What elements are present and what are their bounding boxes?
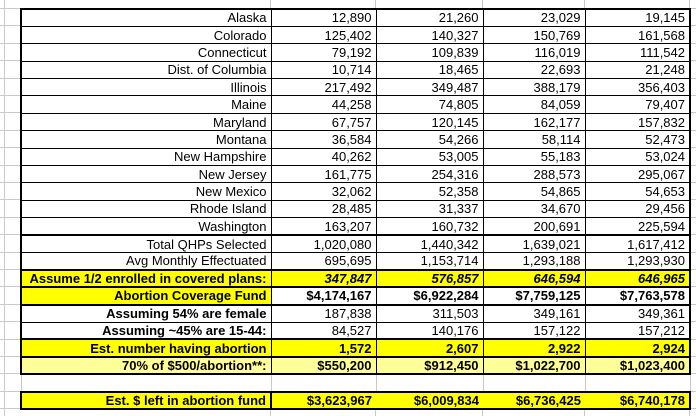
gridline xyxy=(0,304,20,305)
gridline xyxy=(375,409,376,416)
value-cell[interactable]: 200,691 xyxy=(483,218,585,235)
gridline xyxy=(0,321,20,322)
table-row-est-abortions xyxy=(21,339,690,356)
row-label-cell[interactable]: Assume 1/2 enrolled in covered plans: xyxy=(21,270,271,287)
row-label-cell[interactable]: Assuming 54% are female xyxy=(21,305,271,322)
value-cell[interactable]: 356,403 xyxy=(585,79,690,96)
value-cell[interactable]: 150,769 xyxy=(483,26,585,43)
value-cell[interactable]: 646,594 xyxy=(483,270,585,287)
value-cell[interactable]: 58,114 xyxy=(483,131,585,148)
value-cell[interactable]: 21,260 xyxy=(376,9,483,26)
gridline xyxy=(0,147,20,148)
value-cell[interactable]: 2,607 xyxy=(376,339,483,356)
table-row-illinois xyxy=(21,79,690,96)
table-row-washington xyxy=(21,218,690,235)
value-cell[interactable]: 74,805 xyxy=(376,96,483,113)
value-cell[interactable]: 157,832 xyxy=(585,113,690,130)
row-label-cell[interactable]: Alaska xyxy=(21,9,271,26)
value-cell[interactable]: 29,456 xyxy=(585,200,690,217)
gridline xyxy=(0,25,20,26)
value-cell[interactable]: 55,183 xyxy=(483,148,585,165)
value-cell[interactable]: 2,924 xyxy=(585,339,690,356)
value-cell[interactable]: 288,573 xyxy=(483,166,585,183)
value-cell[interactable]: 111,542 xyxy=(585,44,690,61)
table-row-new-jersey xyxy=(21,166,690,183)
table-row-total xyxy=(21,235,690,252)
table-row-blank xyxy=(21,374,690,391)
value-cell[interactable]: 157,212 xyxy=(585,322,690,339)
value-cell[interactable]: 157,122 xyxy=(483,322,585,339)
row-label-cell[interactable] xyxy=(21,374,271,391)
gridline xyxy=(0,95,20,96)
value-cell[interactable]: $7,763,578 xyxy=(585,287,690,304)
value-cell[interactable]: 254,316 xyxy=(376,166,483,183)
value-cell[interactable]: 18,465 xyxy=(376,61,483,78)
value-cell[interactable]: 1,617,412 xyxy=(585,235,690,252)
value-cell[interactable]: 388,179 xyxy=(483,79,585,96)
value-cell[interactable]: $1,022,700 xyxy=(483,357,585,374)
value-cell[interactable]: $550,200 xyxy=(271,357,376,374)
value-cell[interactable]: 53,024 xyxy=(585,148,690,165)
table-row-fund-remaining xyxy=(21,392,690,409)
value-cell[interactable]: 162,177 xyxy=(483,113,585,130)
row-label-cell[interactable]: Maine xyxy=(21,96,271,113)
value-cell[interactable]: $7,759,125 xyxy=(483,287,585,304)
value-cell[interactable]: 217,492 xyxy=(271,79,376,96)
value-cell[interactable]: 116,019 xyxy=(483,44,585,61)
value-cell[interactable]: 32,062 xyxy=(271,183,376,200)
table-row-montana xyxy=(21,131,690,148)
value-cell[interactable]: 1,293,930 xyxy=(585,252,690,269)
value-cell[interactable]: 52,358 xyxy=(376,183,483,200)
table-row-assumption xyxy=(21,322,690,339)
table-row-rhode-island xyxy=(21,200,690,217)
row-label-cell[interactable]: Est. number having abortion xyxy=(21,339,271,356)
spreadsheet-table xyxy=(20,8,691,410)
value-cell[interactable]: 161,568 xyxy=(585,26,690,43)
gridline xyxy=(0,356,20,357)
row-label-cell[interactable]: Avg Monthly Effectuated xyxy=(21,252,271,269)
row-label-cell[interactable]: Connecticut xyxy=(21,44,271,61)
row-label-cell[interactable]: Abortion Coverage Fund xyxy=(21,287,271,304)
value-cell[interactable]: 347,847 xyxy=(271,270,376,287)
value-cell[interactable]: 54,266 xyxy=(376,131,483,148)
gridline xyxy=(0,165,20,166)
value-cell[interactable]: 67,757 xyxy=(271,113,376,130)
gridline xyxy=(0,252,20,253)
gridline xyxy=(482,409,483,416)
value-cell[interactable]: 44,258 xyxy=(271,96,376,113)
value-cell[interactable]: 53,005 xyxy=(376,148,483,165)
value-cell[interactable]: 109,839 xyxy=(376,44,483,61)
value-cell[interactable]: 2,922 xyxy=(483,339,585,356)
value-cell[interactable] xyxy=(376,374,483,391)
row-label-cell[interactable]: Rhode Island xyxy=(21,200,271,217)
value-cell[interactable]: 1,572 xyxy=(271,339,376,356)
value-cell[interactable]: 52,473 xyxy=(585,131,690,148)
value-cell[interactable]: $4,174,167 xyxy=(271,287,376,304)
table-row-abortion-cost xyxy=(21,357,690,374)
value-cell[interactable] xyxy=(271,374,376,391)
row-label-cell[interactable]: Assuming ~45% are 15-44: xyxy=(21,322,271,339)
value-cell[interactable]: 54,865 xyxy=(483,183,585,200)
gridline xyxy=(689,0,690,8)
row-label-cell[interactable]: Dist. of Columbia xyxy=(21,61,271,78)
gridline xyxy=(0,199,20,200)
table-row-maryland xyxy=(21,113,690,130)
table-row-alaska xyxy=(21,9,690,26)
gridline xyxy=(0,286,20,287)
value-cell[interactable]: 84,527 xyxy=(271,322,376,339)
table-row-maine xyxy=(21,96,690,113)
value-cell[interactable]: 22,693 xyxy=(483,61,585,78)
table-row-colorado xyxy=(21,26,690,43)
value-cell[interactable]: $3,623,967 xyxy=(271,392,376,409)
table-row-new-mexico xyxy=(21,183,690,200)
value-cell[interactable]: 1,153,714 xyxy=(376,252,483,269)
gridline xyxy=(689,409,690,416)
value-cell[interactable]: $1,023,400 xyxy=(585,357,690,374)
gridline xyxy=(0,112,20,113)
gridline xyxy=(0,217,20,218)
gridline xyxy=(0,373,20,374)
gridline xyxy=(375,0,376,8)
value-cell[interactable]: 163,207 xyxy=(271,218,376,235)
gridline xyxy=(0,269,20,270)
value-cell[interactable]: 31,337 xyxy=(376,200,483,217)
value-cell[interactable]: 695,695 xyxy=(271,252,376,269)
row-label-cell[interactable]: Illinois xyxy=(21,79,271,96)
row-label-cell[interactable]: New Hampshire xyxy=(21,148,271,165)
value-cell[interactable]: 161,775 xyxy=(271,166,376,183)
value-cell[interactable]: $6,009,834 xyxy=(376,392,483,409)
table-row-dist-of-columbia xyxy=(21,61,690,78)
gridline xyxy=(0,78,20,79)
value-cell[interactable]: 19,145 xyxy=(585,9,690,26)
table-row-new-hampshire xyxy=(21,148,690,165)
value-cell[interactable]: 349,487 xyxy=(376,79,483,96)
table-row-assumption xyxy=(21,305,690,322)
value-cell[interactable] xyxy=(483,374,585,391)
value-cell[interactable]: 23,029 xyxy=(483,9,585,26)
table-row-connecticut xyxy=(21,44,690,61)
value-cell[interactable] xyxy=(585,374,690,391)
gridline xyxy=(0,182,20,183)
gridline xyxy=(0,8,20,9)
gridline xyxy=(270,0,271,8)
value-cell[interactable]: 12,890 xyxy=(271,9,376,26)
value-cell[interactable]: 1,293,188 xyxy=(483,252,585,269)
value-cell[interactable]: 1,639,021 xyxy=(483,235,585,252)
gridline xyxy=(482,0,483,8)
row-label-cell[interactable]: 70% of $500/abortion**: xyxy=(21,357,271,374)
gridline xyxy=(0,60,20,61)
value-cell[interactable]: $6,736,425 xyxy=(483,392,585,409)
value-cell[interactable]: 54,653 xyxy=(585,183,690,200)
value-cell[interactable]: 34,670 xyxy=(483,200,585,217)
gridline xyxy=(0,391,20,392)
value-cell[interactable]: 225,594 xyxy=(585,218,690,235)
value-cell[interactable]: $6,922,284 xyxy=(376,287,483,304)
table-row-covered-half xyxy=(21,270,690,287)
gridline xyxy=(270,409,271,416)
value-cell[interactable]: $6,740,178 xyxy=(585,392,690,409)
row-label-cell[interactable]: Washington xyxy=(21,218,271,235)
value-cell[interactable]: 36,584 xyxy=(271,131,376,148)
value-cell[interactable]: 84,059 xyxy=(483,96,585,113)
value-cell[interactable]: 187,838 xyxy=(271,305,376,322)
value-cell[interactable]: 576,857 xyxy=(376,270,483,287)
row-label-cell[interactable]: Maryland xyxy=(21,113,271,130)
value-cell[interactable]: 28,485 xyxy=(271,200,376,217)
value-cell[interactable]: 120,145 xyxy=(376,113,483,130)
value-cell[interactable]: 160,732 xyxy=(376,218,483,235)
gridline xyxy=(584,409,585,416)
row-label-cell[interactable]: Total QHPs Selected xyxy=(21,235,271,252)
gridline xyxy=(0,43,20,44)
table-row-fund xyxy=(21,287,690,304)
value-cell[interactable]: 349,361 xyxy=(585,305,690,322)
value-cell[interactable]: 349,161 xyxy=(483,305,585,322)
gridline xyxy=(4,0,5,416)
gridline xyxy=(0,408,20,409)
row-label-cell[interactable]: New Jersey xyxy=(21,166,271,183)
value-cell[interactable]: 21,248 xyxy=(585,61,690,78)
row-label-cell[interactable]: Est. $ left in abortion fund xyxy=(21,392,271,409)
value-cell[interactable]: 125,402 xyxy=(271,26,376,43)
value-cell[interactable]: 79,192 xyxy=(271,44,376,61)
gridline xyxy=(0,339,20,340)
value-cell[interactable]: $912,450 xyxy=(376,357,483,374)
row-label-cell[interactable]: Colorado xyxy=(21,26,271,43)
row-label-cell[interactable]: Montana xyxy=(21,131,271,148)
value-cell[interactable]: 40,262 xyxy=(271,148,376,165)
value-cell[interactable]: 295,067 xyxy=(585,166,690,183)
gridline xyxy=(0,234,20,235)
row-label-cell[interactable]: New Mexico xyxy=(21,183,271,200)
value-cell[interactable]: 140,327 xyxy=(376,26,483,43)
gridline xyxy=(584,0,585,8)
value-cell[interactable]: 311,503 xyxy=(376,305,483,322)
value-cell[interactable]: 1,020,080 xyxy=(271,235,376,252)
value-cell[interactable]: 1,440,342 xyxy=(376,235,483,252)
value-cell[interactable]: 10,714 xyxy=(271,61,376,78)
value-cell[interactable]: 79,407 xyxy=(585,96,690,113)
value-cell[interactable]: 140,176 xyxy=(376,322,483,339)
gridline xyxy=(0,130,20,131)
value-cell[interactable]: 646,965 xyxy=(585,270,690,287)
table-row-summary xyxy=(21,252,690,269)
